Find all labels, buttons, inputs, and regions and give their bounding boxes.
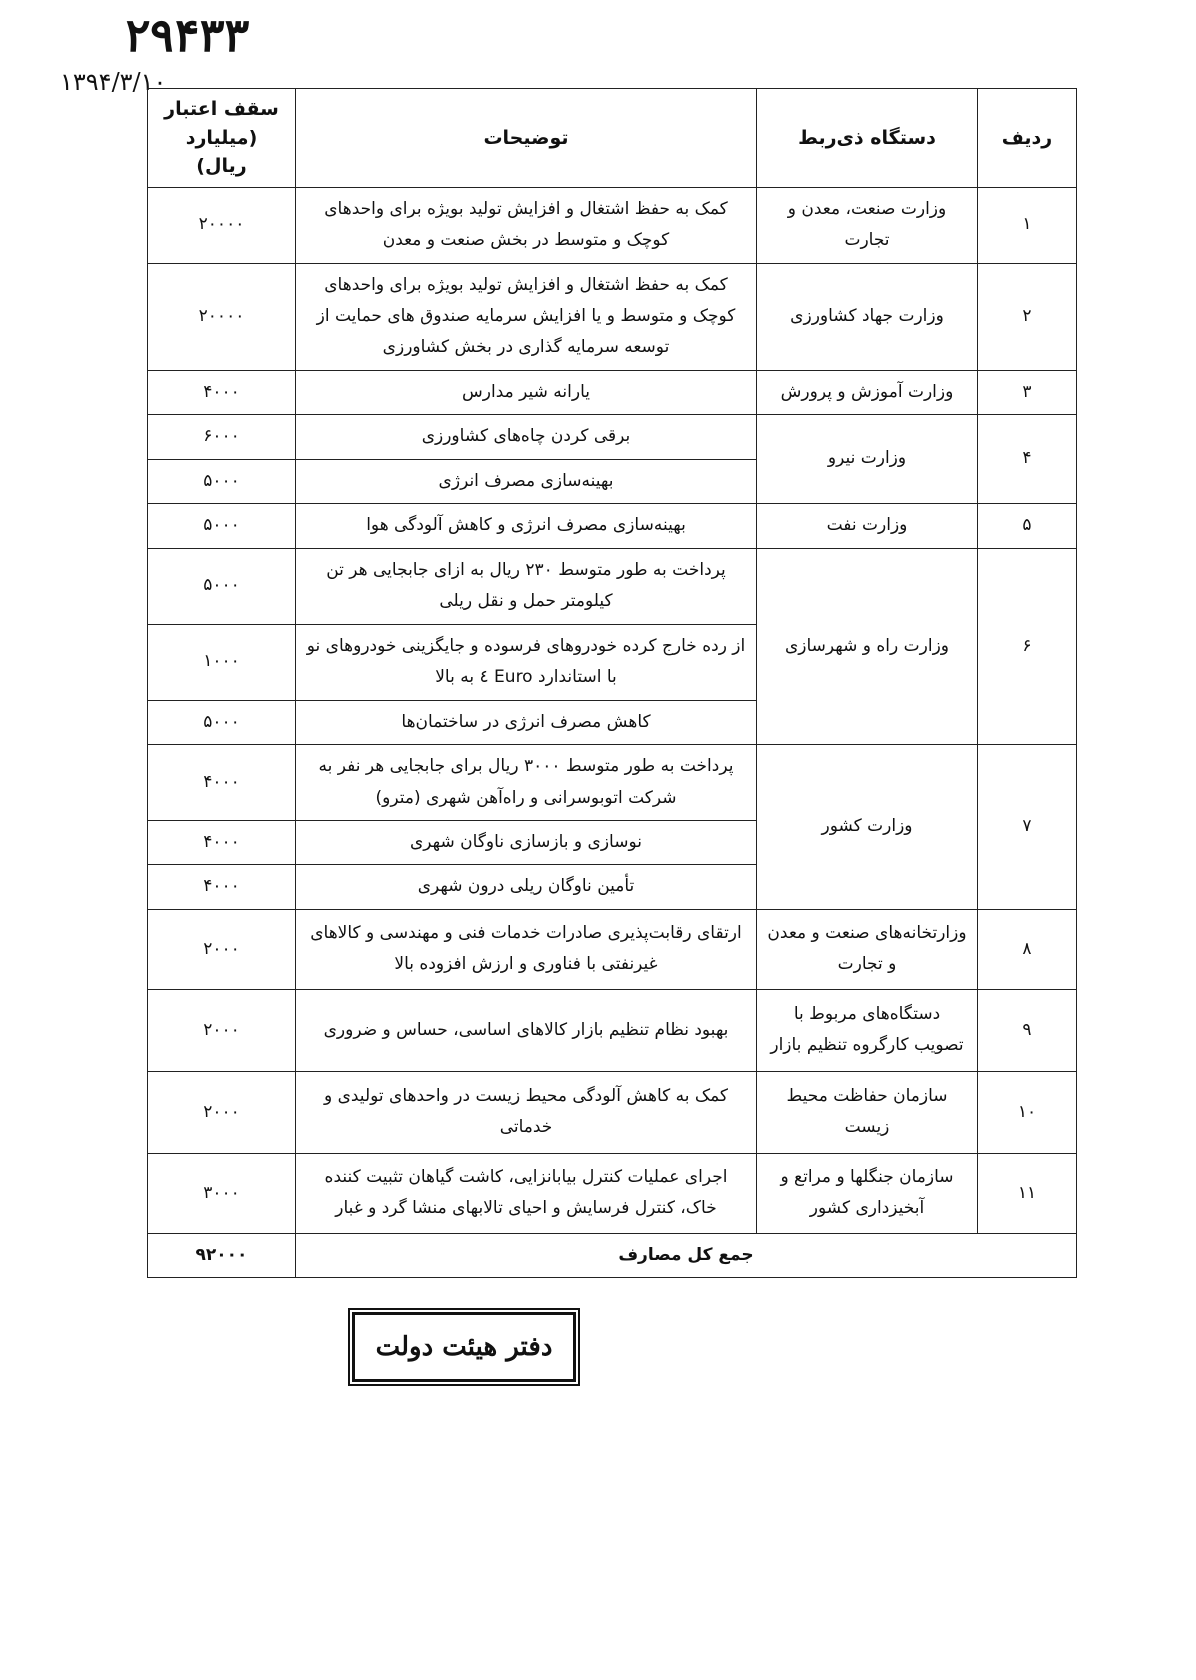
amount: ۵۰۰۰ [148,700,296,744]
description: بهینه‌سازی مصرف انرژی [296,459,757,503]
description: پرداخت به طور متوسط ۳۰۰۰ ریال برای جابجایی هر نفر به شرکت اتوبوسرانی و راه‌آهن شهری (مترو) [296,745,757,821]
amount: ۲۰۰۰ [148,1071,296,1153]
table-row [148,263,1077,370]
row-number: ۶ [978,548,1077,744]
table-row [148,504,1077,548]
amount: ۴۰۰۰ [148,865,296,909]
amount: ۵۰۰۰ [148,548,296,624]
table-row [148,370,1077,414]
description: کمک به حفظ اشتغال و افزایش تولید بویژه برای واحدهای کوچک و متوسط و یا افزایش سرمایه صندوق های حمایت از توسعه سرمایه گذاری در بخش کشاورزی [296,263,757,370]
total-amount: ۹۲۰۰۰ [148,1233,296,1277]
description: بهبود نظام تنظیم بازار کالاهای اساسی، حساس و ضروری [296,989,757,1071]
amount: ۲۰۰۰۰ [148,263,296,370]
amount: ۲۰۰۰ [148,909,296,989]
description: اجرای عملیات کنترل بیابانزایی، کاشت گیاهان تثبیت کننده خاک، کنترل فرسایش و احیای تالابهای منشا گرد و غبار [296,1153,757,1233]
row-number: ۲ [978,263,1077,370]
table-row [148,745,1077,821]
table-header-row [148,89,1077,188]
government-office-stamp [352,1312,576,1382]
amount: ۵۰۰۰ [148,459,296,503]
row-number: ۱ [978,187,1077,263]
amount: ۴۰۰۰ [148,370,296,414]
organization: وزارت نفت [757,504,978,548]
row-number: ۳ [978,370,1077,414]
stamp-text: دفتر هیئت دولت [375,1332,553,1362]
organization: وزارت صنعت، معدن و تجارت [757,187,978,263]
description: از رده خارج کرده خودروهای فرسوده و جایگزینی خودروهای نو با استاندارد Euro ٤ به بالا [296,624,757,700]
budget-table [147,88,1077,1278]
table-row [148,415,1077,459]
amount: ۳۰۰۰ [148,1153,296,1233]
amount: ۲۰۰۰۰ [148,187,296,263]
amount: ۴۰۰۰ [148,745,296,821]
organization: وزارت نیرو [757,415,978,504]
organization: وزارت جهاد کشاورزی [757,263,978,370]
description: کمک به حفظ اشتغال و افزایش تولید بویژه برای واحدهای کوچک و متوسط در بخش صنعت و معدن [296,187,757,263]
row-number: ۴ [978,415,1077,504]
organization: سازمان جنگلها و مراتع و آبخیزداری کشور [757,1153,978,1233]
total-row [148,1233,1077,1277]
description: برقی کردن چاه‌های کشاورزی [296,415,757,459]
document-date: ۱۳۹۴/۳/۱۰ [60,68,167,96]
total-label: جمع کل مصارف [296,1233,1077,1277]
organization: وزارت آموزش و پرورش [757,370,978,414]
header-credit-cap: سقف اعتبار (میلیارد ریال) [148,89,296,188]
description: نوسازی و بازسازی ناوگان شهری [296,821,757,865]
row-number: ۹ [978,989,1077,1071]
description: کاهش مصرف انرژی در ساختمان‌ها [296,700,757,744]
organization: وزارتخانه‌های صنعت و معدن و تجارت [757,909,978,989]
description: ارتقای رقابت‌پذیری صادرات خدمات فنی و مهندسی و کالاهای غیرنفتی با فناوری و ارزش افزوده بالا [296,909,757,989]
amount: ۶۰۰۰ [148,415,296,459]
row-number: ۷ [978,745,1077,910]
organization: وزارت راه و شهرسازی [757,548,978,744]
table-row [148,989,1077,1071]
header-description: توضیحات [296,89,757,188]
description: پرداخت به طور متوسط ۲۳۰ ریال به ازای جابجایی هر تن کیلومتر حمل و نقل ریلی [296,548,757,624]
table-row [148,187,1077,263]
table-row [148,909,1077,989]
organization: دستگاه‌های مربوط با تصویب کارگروه تنظیم بازار [757,989,978,1071]
document-number: ۲۹۴۳۳ [123,8,251,62]
amount: ۵۰۰۰ [148,504,296,548]
table-row [148,548,1077,624]
row-number: ۱۱ [978,1153,1077,1233]
organization: وزارت کشور [757,745,978,910]
description: تأمین ناوگان ریلی درون شهری [296,865,757,909]
table-row [148,1153,1077,1233]
organization: سازمان حفاظت محیط زیست [757,1071,978,1153]
description: بهینه‌سازی مصرف انرژی و کاهش آلودگی هوا [296,504,757,548]
description: یارانه شیر مدارس [296,370,757,414]
table-row [148,1071,1077,1153]
description: کمک به کاهش آلودگی محیط زیست در واحدهای تولیدی و خدماتی [296,1071,757,1153]
row-number: ۵ [978,504,1077,548]
amount: ۴۰۰۰ [148,821,296,865]
header-row-number: ردیف [978,89,1077,188]
row-number: ۸ [978,909,1077,989]
row-number: ۱۰ [978,1071,1077,1153]
amount: ۱۰۰۰ [148,624,296,700]
amount: ۲۰۰۰ [148,989,296,1071]
header-organization: دستگاه ذی‌ربط [757,89,978,188]
